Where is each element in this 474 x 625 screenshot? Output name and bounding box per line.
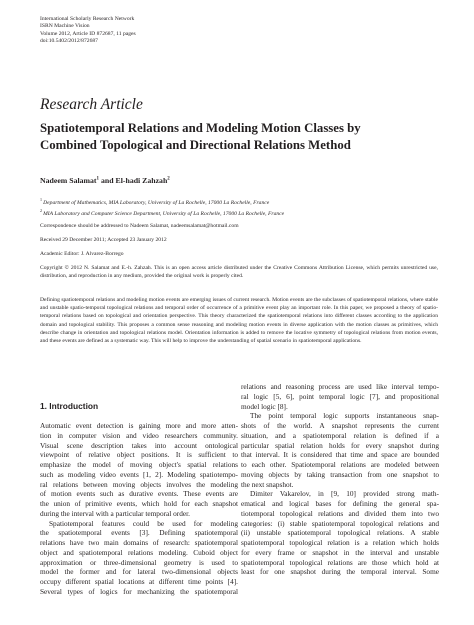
body-line: of motion events such as durative events. These events are xyxy=(40,489,238,499)
affiliation-text: Department of Mathematics, MIA Laboratory, University of La Rochelle, 17000 La Rochelle, France xyxy=(43,199,270,206)
affiliations xyxy=(40,196,450,218)
body-line: to each other. Spatiotemporal relations are modeled between xyxy=(241,460,439,469)
title-line: Combined Topological and Directional Relations Method xyxy=(40,138,351,152)
academic-editor: Academic Editor: J. Alvarez-Borrego xyxy=(40,251,124,257)
copyright-notice: Copyright © 2012 N. Salamat and E.-h. Zahzah. This is an open access article distributed under the Creative Commons Attribution License, which permits unrestricted use, distribution, and reproduction in any medium, provided the original work is properly cited. xyxy=(40,265,438,280)
body-line: the union of primitive events, which hold for each snapshot xyxy=(40,499,238,508)
body-line: tiotemporal topological relations and divided them into two xyxy=(241,508,439,518)
title-line: Spatiotemporal Relations and Modeling Motion Classes by xyxy=(40,121,361,135)
journal-series: ISRN Machine Vision xyxy=(40,23,90,30)
body-line: the spatiotemporal events [3]. Defining spatiotemporal xyxy=(40,528,238,538)
body-line: model logic [8]. xyxy=(241,401,288,411)
body-line: spatiotemporal topological relation is a relation which holds xyxy=(241,538,439,547)
body-line: least for one snapshot during the temporal interval. Some xyxy=(241,567,439,577)
journal-name: International Scholarly Research Network xyxy=(40,16,135,22)
body-line: particular spatial relation holds for every snapshot during xyxy=(241,440,439,450)
body-line: shots of the world. A snapshot represents the current xyxy=(241,421,439,430)
body-line: occupy different spatial locations at different time points [4]. xyxy=(40,577,238,586)
abstract: Defining spatiotemporal relations and modeling motion events are emerging issues of current research. Motion events are the subclasses of spatiotemporal relations, where stable and unstable spatio-temporal topological relations and temporal order of occurrence of a primitive event play an important role. In this paper, we proposed a theory of spatio-temporal relations based on topological and orientation perspective. This theory characterized the spatiotemporal relations into different classes according to the application domain and topological stability. This proposes a common sense reasoning and modeling motion events in diverse application with the motion classes as primitives, which describe change in orientation and topological relations model. Orientation information is added to remove the locative symmetry of topological relations from motion events, and these events are defined as a systematic way. This will help to improve the understanding of spatial scenario in spatiotemporal applications. xyxy=(40,297,438,345)
body-line: Dimiter Vakarelov, in [9, 10] provided strong math- xyxy=(250,489,439,499)
affiliation xyxy=(40,196,450,207)
body-line: approximation or three-dimensional geometry is used to xyxy=(40,557,238,567)
left-column-body xyxy=(40,421,238,597)
correspondence: Correspondence should be addressed to Nadeem Salamat, nadeemsalamat@hotmail.com xyxy=(40,223,239,229)
article-title xyxy=(40,120,450,154)
body-line: Automatic event detection is gaining more and more atten- xyxy=(40,421,238,430)
body-line: model the former and for lateral two-dimensional objects xyxy=(40,567,238,577)
author-name: Nadeem Salamat xyxy=(40,176,97,185)
body-line: situation, and a spatiotemporal relation is defined if a xyxy=(241,430,439,440)
volume-info: Volume 2012, Article ID 872687, 11 pages xyxy=(40,30,136,37)
body-line: Spatiotemporal features could be used for modeling xyxy=(49,518,238,528)
author-joiner: and xyxy=(99,176,116,185)
body-line: emphasize the model of moving object's spatial relations xyxy=(40,460,238,469)
body-line: during the interval with a particular temporal order. xyxy=(40,508,190,518)
body-line: relations and reasoning process are used like interval tempo- xyxy=(241,382,439,391)
affiliation-number: 2 xyxy=(40,207,42,213)
author-name: El-hadi Zahzah xyxy=(115,176,168,185)
affiliation-number: 1 xyxy=(40,197,42,202)
body-line: such as modeling video events [1, 2]. Modeling spatiotempo- xyxy=(40,469,238,479)
body-line: ematical and logical bases for defining the general spa- xyxy=(241,499,439,508)
body-line: ral relations between moving objects involves the modeling xyxy=(40,479,238,489)
body-line: ral logic [5, 6], point temporal logic [7], and propositional xyxy=(241,391,439,401)
affiliation-text: MIA Laboratory and Computer Science Department, University of La Rochelle, 17000 La Rochelle, France xyxy=(43,210,285,217)
body-line: moving objects by taking transaction from one snapshot to xyxy=(241,469,439,479)
body-line: for every frame or snapshot in the interval and unstable xyxy=(241,547,439,557)
affiliation-marker: 1 xyxy=(96,176,100,182)
article-type: Research Article xyxy=(40,96,143,113)
author-list xyxy=(40,176,170,185)
body-line: Several types of logics for mechanizing the spatiotemporal xyxy=(40,586,238,596)
body-line: the next snapshot. xyxy=(241,479,294,489)
body-line: The point temporal logic supports instantaneous snap- xyxy=(250,411,439,421)
journal-header xyxy=(40,16,260,46)
body-line: spatiotemporal topological relations are those which hold at xyxy=(241,557,439,567)
affiliation-marker: 2 xyxy=(167,176,170,182)
body-line: relations have two main domains of research: spatiotemporal xyxy=(40,538,238,547)
body-line: Visual scene description takes into account ontological xyxy=(40,440,238,450)
doi: doi:10.5402/2012/872687 xyxy=(40,38,98,45)
affiliation xyxy=(40,207,450,218)
body-line: viewpoint of relative object positions. It is sufficient to xyxy=(40,450,238,460)
body-line: that interval. It is considered that time and space are bounded xyxy=(241,450,439,460)
received-accepted-dates: Received 29 December 2011; Accepted 23 January 2012 xyxy=(40,237,167,243)
body-line: tion in computer vision and video researchers community. xyxy=(40,430,238,440)
section-heading-introduction: 1. Introduction xyxy=(40,401,99,411)
body-line: (ii) unstable spatiotemporal topological relations. A stable xyxy=(241,528,439,538)
body-line: object and spatiotemporal relations modeling. Cuboid object xyxy=(40,547,238,557)
body-line: categories: (i) stable spatiotemporal topological relations and xyxy=(241,518,439,528)
right-column-body xyxy=(241,382,439,577)
